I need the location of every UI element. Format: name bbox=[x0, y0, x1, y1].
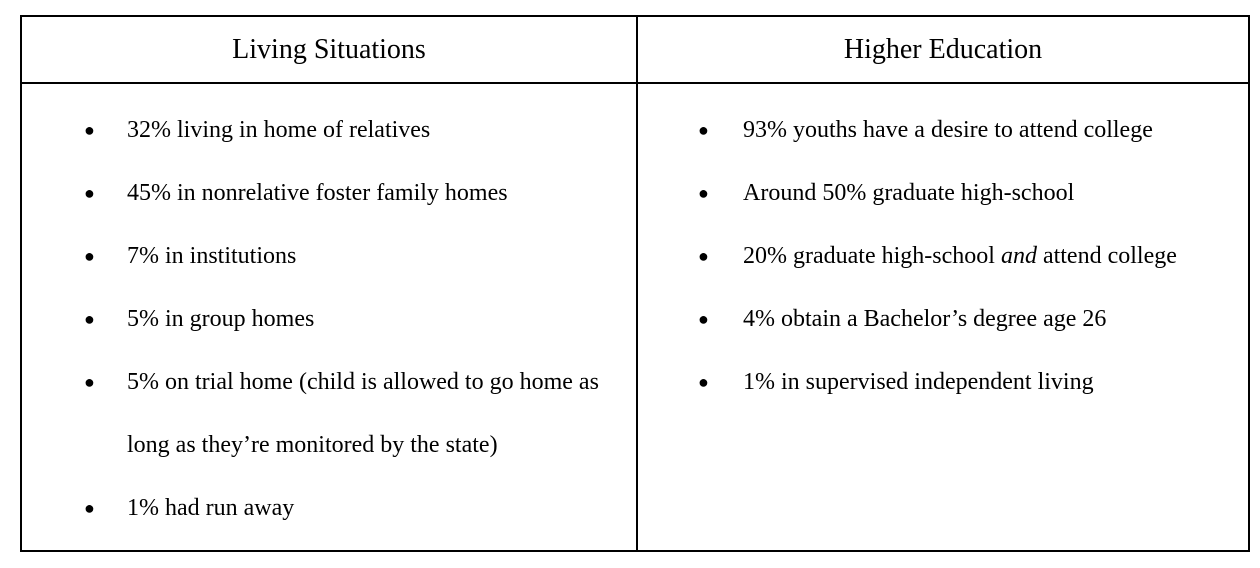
list-item bbox=[22, 351, 636, 477]
list-item-text: 45% in nonrelative foster family homes bbox=[127, 180, 508, 206]
list-item-text-part: attend college bbox=[1036, 243, 1177, 269]
list-item bbox=[638, 225, 1248, 288]
bullet-icon: ● bbox=[698, 372, 709, 392]
list-item-text: 5% on trial home (child is allowed to go home as long as they’re monitored by the state) bbox=[127, 369, 599, 458]
emphasis-text: and bbox=[1000, 243, 1037, 269]
list-item bbox=[638, 351, 1248, 414]
header-text: Living Situations bbox=[232, 33, 426, 65]
living-situations-cell bbox=[22, 84, 638, 550]
bullet-icon: ● bbox=[84, 120, 95, 140]
list-item-text: 5% in group homes bbox=[127, 306, 315, 332]
bullet-icon: ● bbox=[84, 309, 95, 329]
list-item bbox=[638, 99, 1248, 162]
list-item-text: Around 50% graduate high-school bbox=[743, 180, 1075, 206]
list-item bbox=[22, 225, 636, 288]
bullet-icon: ● bbox=[84, 246, 95, 266]
list-item-text: 32% living in home of relatives bbox=[127, 117, 431, 143]
bullet-icon: ● bbox=[698, 246, 709, 266]
higher-education-cell bbox=[638, 84, 1248, 550]
list-item-text: 1% had run away bbox=[127, 495, 295, 521]
list-item-text: 7% in institutions bbox=[127, 243, 297, 269]
bullet-icon: ● bbox=[698, 309, 709, 329]
list-item bbox=[22, 162, 636, 225]
list-item bbox=[22, 288, 636, 351]
header-text: Higher Education bbox=[843, 33, 1043, 65]
list-item-text bbox=[743, 243, 1177, 269]
bullet-icon: ● bbox=[84, 183, 95, 203]
header-higher-education bbox=[638, 17, 1248, 84]
list-item bbox=[638, 162, 1248, 225]
comparison-table bbox=[20, 15, 1250, 552]
bullet-icon: ● bbox=[698, 120, 709, 140]
list-item-text-part: 20% graduate high-school bbox=[743, 243, 1001, 269]
list-item-text: 93% youths have a desire to attend college bbox=[743, 117, 1153, 143]
list-item bbox=[22, 477, 636, 540]
bullet-icon: ● bbox=[698, 183, 709, 203]
list-item-text: 4% obtain a Bachelor’s degree age 26 bbox=[743, 306, 1107, 332]
higher-education-list bbox=[638, 99, 1248, 414]
bullet-icon: ● bbox=[84, 372, 95, 392]
header-living-situations bbox=[22, 17, 638, 84]
list-item-text: 1% in supervised independent living bbox=[743, 369, 1094, 395]
list-item bbox=[22, 99, 636, 162]
bullet-icon: ● bbox=[84, 498, 95, 518]
living-situations-list bbox=[22, 99, 636, 540]
list-item bbox=[638, 288, 1248, 351]
